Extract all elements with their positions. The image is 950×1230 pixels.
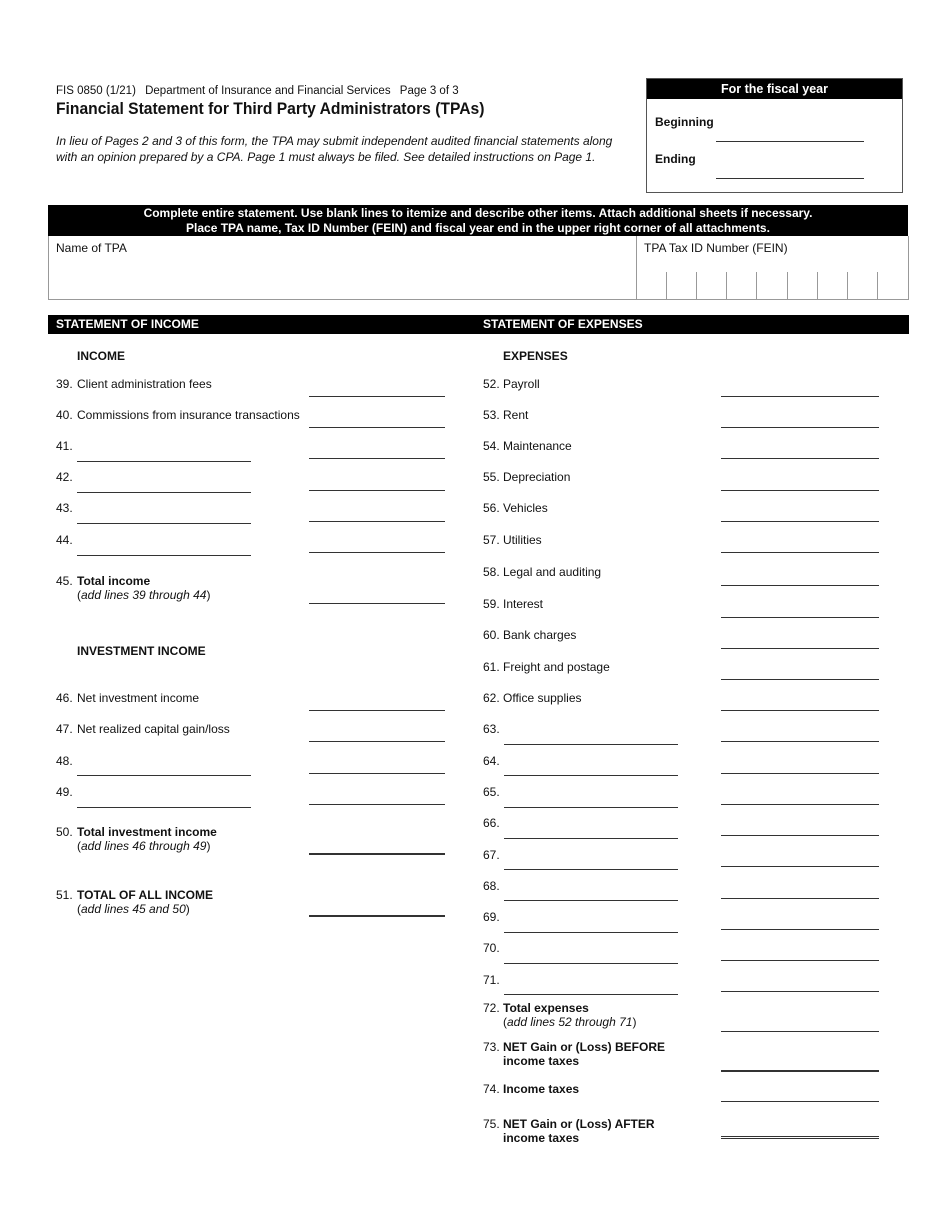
line-number: 42.	[56, 470, 73, 484]
investment-income-heading: INVESTMENT INCOME	[77, 644, 206, 658]
line-number: 70.	[483, 941, 500, 955]
ending-field[interactable]	[716, 178, 864, 179]
line-number: 65.	[483, 785, 500, 799]
line-label: Office supplies	[503, 691, 582, 705]
line-label-bold: Income taxes	[503, 1082, 580, 1096]
amount-field-63[interactable]	[721, 741, 879, 742]
line-label: TOTAL OF ALL INCOME (add lines 45 and 50)	[77, 888, 213, 916]
line-label: Rent	[503, 408, 529, 422]
line-note: add lines 39 through 44	[81, 588, 207, 602]
amount-field-48[interactable]	[309, 773, 445, 774]
amount-field-65[interactable]	[721, 804, 879, 805]
line-label: Client administration fees	[77, 377, 212, 391]
description-field-71[interactable]	[504, 994, 678, 995]
line-number: 41.	[56, 439, 73, 453]
fein-digit-cell[interactable]	[787, 272, 788, 299]
line-label-bold: Total income	[77, 574, 151, 588]
amount-field-42[interactable]	[309, 490, 445, 491]
line-label: Maintenance	[503, 439, 572, 453]
beginning-label: Beginning	[655, 115, 714, 129]
expenses-heading: EXPENSES	[503, 349, 568, 363]
amount-field-64[interactable]	[721, 773, 879, 774]
line-number: 39.	[56, 377, 73, 391]
line-note: add lines 52 through 71	[507, 1015, 633, 1029]
line-number: 68.	[483, 879, 500, 893]
tpa-name-label: Name of TPA	[56, 241, 127, 255]
line-label-bold: Total investment income	[77, 825, 217, 839]
amount-field-67[interactable]	[721, 866, 879, 867]
line-number: 53.	[483, 408, 500, 422]
line-label: Net investment income	[77, 691, 200, 705]
amount-field-59[interactable]	[721, 617, 879, 618]
line-number: 61.	[483, 660, 500, 674]
line-number: 72.	[483, 1001, 500, 1015]
line-number: 66.	[483, 816, 500, 830]
fein-digit-cell[interactable]	[696, 272, 697, 299]
line-number: 73.	[483, 1040, 500, 1054]
line-label-bold-2: income taxes	[503, 1131, 580, 1145]
amount-field-41[interactable]	[309, 458, 445, 459]
intro-text: In lieu of Pages 2 and 3 of this form, the TPA may submit independent audited financial statements along with an opinion prepared by a CPA. Page 1 must always be filed. See detailed instructions on Page 1.	[56, 134, 613, 164]
income-heading: INCOME	[77, 349, 125, 363]
line-number: 63.	[483, 722, 500, 736]
description-field-65[interactable]	[504, 807, 678, 808]
amount-field-46[interactable]	[309, 710, 445, 711]
fiscal-year-heading: For the fiscal year	[647, 79, 902, 99]
amount-field-55[interactable]	[721, 490, 879, 491]
fiscal-year-box	[646, 78, 903, 193]
amount-field-52[interactable]	[721, 396, 879, 397]
description-field-63[interactable]	[504, 744, 678, 745]
amount-field-43[interactable]	[309, 521, 445, 522]
line-number: 58.	[483, 565, 500, 579]
line-number: 51.	[56, 888, 73, 902]
amount-field-50[interactable]	[309, 853, 445, 855]
line-number: 43.	[56, 501, 73, 515]
fein-digit-cell[interactable]	[847, 272, 848, 299]
description-field-67[interactable]	[504, 869, 678, 870]
line-label-bold: NET Gain or (Loss) BEFORE	[503, 1040, 666, 1054]
line-number: 55.	[483, 470, 500, 484]
description-field-69[interactable]	[504, 932, 678, 933]
line-label: Utilities	[503, 533, 542, 547]
line-label: Commissions from insurance transactions	[77, 408, 300, 422]
banner-line-2: Place TPA name, Tax ID Number (FEIN) and fiscal year end in the upper right corner of all attachments.	[186, 221, 770, 235]
line-number: 49.	[56, 785, 73, 799]
description-field-64[interactable]	[504, 775, 678, 776]
line-number: 46.	[56, 691, 73, 705]
form-header-line	[56, 85, 465, 97]
description-field-68[interactable]	[504, 900, 678, 901]
amount-field-61[interactable]	[721, 679, 879, 680]
amount-field-71[interactable]	[721, 991, 879, 992]
line-label-bold: Total expenses	[503, 1001, 589, 1015]
amount-field-75[interactable]	[721, 1136, 879, 1139]
description-field-70[interactable]	[504, 963, 678, 964]
line-label: Bank charges	[503, 628, 577, 642]
line-number: 75.	[483, 1117, 500, 1131]
line-label-bold: TOTAL OF ALL INCOME	[77, 888, 213, 902]
line-number: 54.	[483, 439, 500, 453]
line-label: Net realized capital gain/loss	[77, 722, 230, 736]
amount-field-39[interactable]	[309, 396, 445, 397]
amount-field-49[interactable]	[309, 804, 445, 805]
form-id: FIS 0850 (1/21)	[56, 85, 136, 97]
amount-field-53[interactable]	[721, 427, 879, 428]
line-label	[503, 1117, 655, 1145]
line-label: Total expenses (add lines 52 through 71)	[503, 1001, 637, 1029]
amount-field-74[interactable]	[721, 1101, 879, 1102]
line-number: 45.	[56, 574, 73, 588]
description-field-43[interactable]	[77, 523, 251, 524]
expenses-section-title: STATEMENT OF EXPENSES	[475, 315, 909, 334]
line-label: Legal and auditing	[503, 565, 602, 579]
line-note: add lines 46 through 49	[81, 839, 207, 853]
line-label: Total income (add lines 39 through 44)	[77, 574, 211, 602]
amount-field-60[interactable]	[721, 648, 879, 649]
line-label: Total investment income (add lines 46 through 49)	[77, 825, 217, 853]
amount-field-72[interactable]	[721, 1031, 879, 1032]
fein-label: TPA Tax ID Number (FEIN)	[644, 241, 788, 255]
line-label: Interest	[503, 597, 544, 611]
line-label: Vehicles	[503, 501, 548, 515]
ending-label: Ending	[655, 152, 696, 166]
line-number: 62.	[483, 691, 500, 705]
beginning-field[interactable]	[716, 141, 864, 142]
fein-divider	[636, 236, 637, 299]
instructions-banner	[48, 205, 908, 236]
line-number: 40.	[56, 408, 73, 422]
description-field-44[interactable]	[77, 555, 251, 556]
amount-field-73[interactable]	[721, 1070, 879, 1072]
banner-line-1: Complete entire statement. Use blank lines to itemize and describe other items. Attach additional sheets if necessary.	[143, 206, 813, 220]
line-label-bold: NET Gain or (Loss) AFTER	[503, 1117, 655, 1131]
amount-field-69[interactable]	[721, 929, 879, 930]
description-field-42[interactable]	[77, 492, 251, 493]
line-number: 44.	[56, 533, 73, 547]
line-note: add lines 45 and 50	[81, 902, 186, 916]
department-name: Department of Insurance and Financial Services	[145, 85, 391, 97]
line-number: 48.	[56, 754, 73, 768]
amount-field-54[interactable]	[721, 458, 879, 459]
line-label: Depreciation	[503, 470, 571, 484]
description-field-48[interactable]	[77, 775, 251, 776]
description-field-66[interactable]	[504, 838, 678, 839]
income-section-title: STATEMENT OF INCOME	[48, 315, 476, 334]
fein-digit-cell[interactable]	[817, 272, 818, 299]
amount-field-70[interactable]	[721, 960, 879, 961]
page-indicator: Page 3 of 3	[399, 85, 459, 97]
line-number: 74.	[483, 1082, 500, 1096]
amount-field-58[interactable]	[721, 585, 879, 586]
line-number: 71.	[483, 973, 500, 987]
fein-digit-cell[interactable]	[756, 272, 757, 299]
line-number: 56.	[483, 501, 500, 515]
amount-field-51[interactable]	[309, 915, 445, 917]
amount-field-66[interactable]	[721, 835, 879, 836]
line-label: Freight and postage	[503, 660, 610, 674]
line-number: 59.	[483, 597, 500, 611]
line-number: 64.	[483, 754, 500, 768]
line-number: 69.	[483, 910, 500, 924]
amount-field-56[interactable]	[721, 521, 879, 522]
amount-field-40[interactable]	[309, 427, 445, 428]
line-number: 52.	[483, 377, 500, 391]
page-title: Financial Statement for Third Party Administrators (TPAs)	[56, 99, 485, 118]
line-label	[503, 1082, 579, 1096]
amount-field-47[interactable]	[309, 741, 445, 742]
fein-digit-cell[interactable]	[877, 272, 878, 299]
tpa-name-field[interactable]	[49, 258, 635, 298]
line-label-bold-2: income taxes	[503, 1054, 580, 1068]
fein-digit-cell[interactable]	[726, 272, 727, 299]
amount-field-68[interactable]	[721, 898, 879, 899]
amount-field-62[interactable]	[721, 710, 879, 711]
amount-field-45[interactable]	[309, 603, 445, 604]
line-label: Payroll	[503, 377, 540, 391]
amount-field-44[interactable]	[309, 552, 445, 553]
line-number: 67.	[483, 848, 500, 862]
line-number: 60.	[483, 628, 500, 642]
amount-field-57[interactable]	[721, 552, 879, 553]
fein-digit-cell[interactable]	[666, 272, 667, 299]
description-field-41[interactable]	[77, 461, 251, 462]
line-number: 57.	[483, 533, 500, 547]
line-number: 47.	[56, 722, 73, 736]
line-label	[503, 1040, 665, 1068]
line-number: 50.	[56, 825, 73, 839]
description-field-49[interactable]	[77, 807, 251, 808]
